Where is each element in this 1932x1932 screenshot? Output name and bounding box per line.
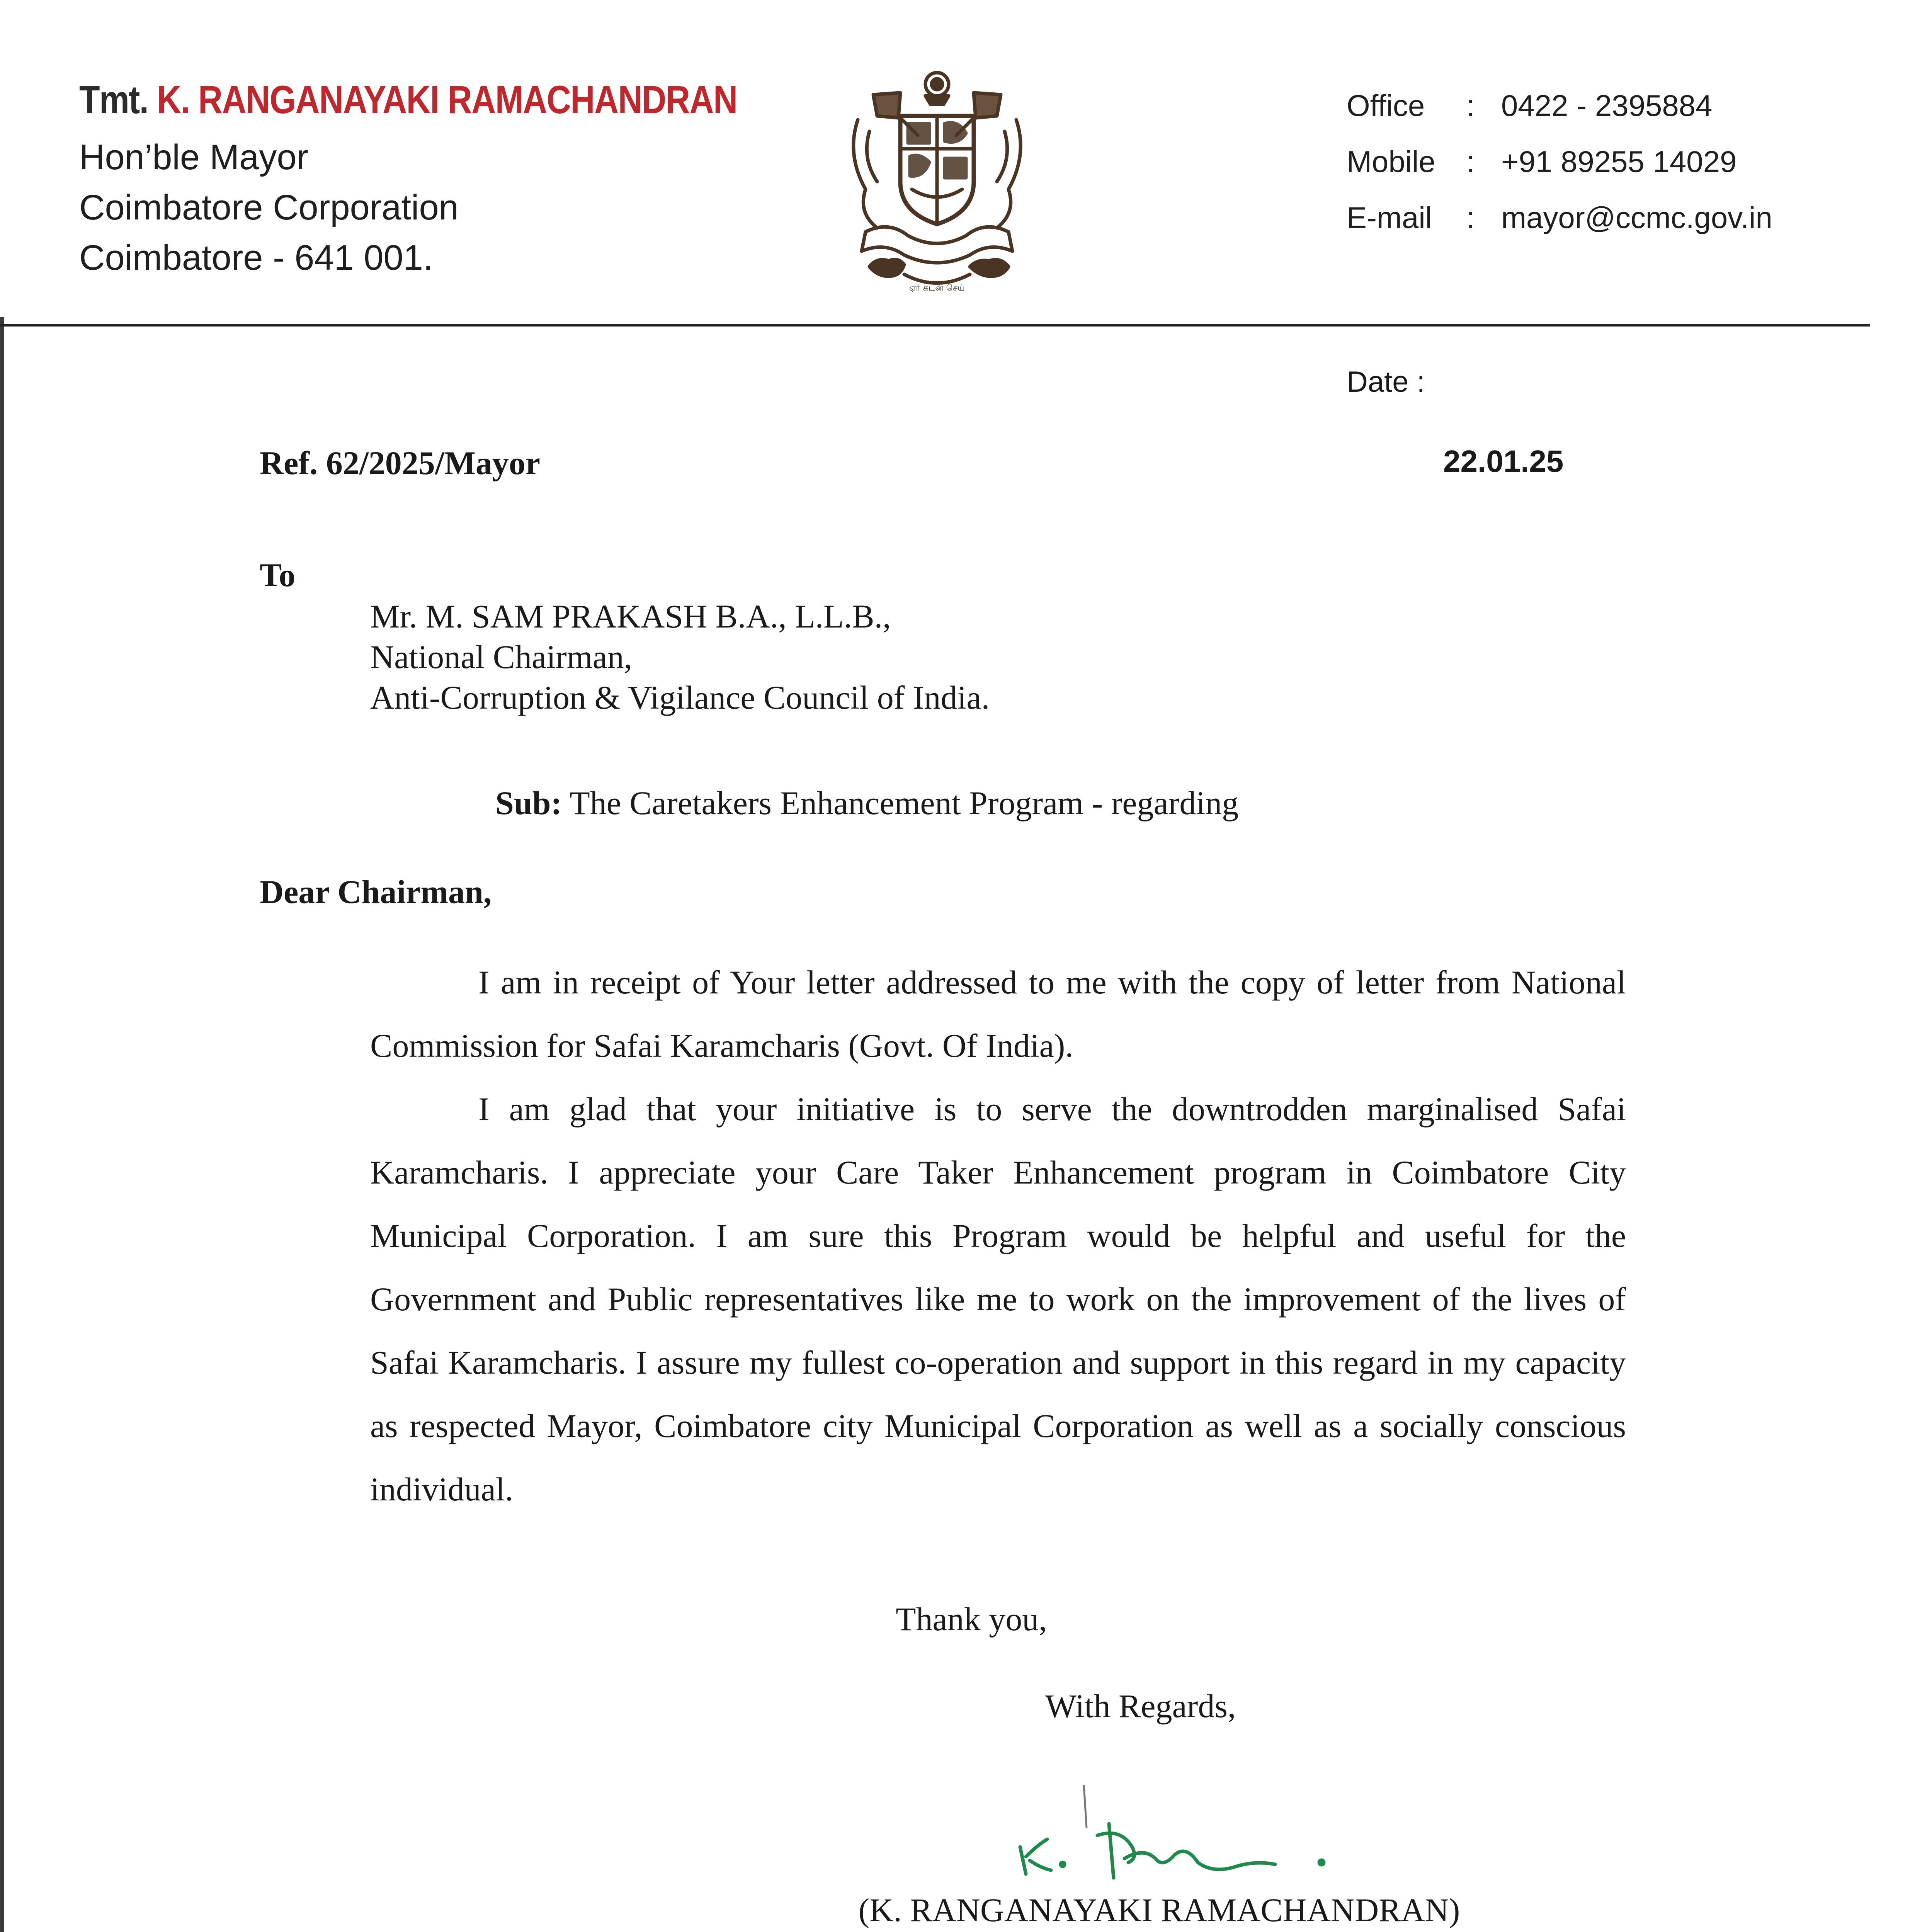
contact-mobile-value: +91 89255 14029 xyxy=(1501,145,1737,179)
contact-email-colon: : xyxy=(1466,201,1475,235)
sender-title-prefix: Tmt. xyxy=(79,78,148,122)
letter-body xyxy=(370,951,1626,1521)
signatory-block xyxy=(831,1888,1488,1932)
contact-office-label: Office xyxy=(1347,88,1425,122)
contact-email-label: E-mail xyxy=(1347,201,1432,235)
coimbatore-corporation-emblem-icon xyxy=(842,66,1066,298)
contact-office-value: 0422 - 2395884 xyxy=(1501,88,1713,122)
closing-regards: With Regards, xyxy=(1045,1687,1236,1725)
scan-edge xyxy=(0,317,4,1932)
sender-designation: Hon’ble Mayor xyxy=(79,138,309,177)
closing-thanks: Thank you, xyxy=(896,1600,1047,1638)
reference-number: Ref. 62/2025/Mayor xyxy=(260,444,541,481)
signatory-name: (K. RANGANAYAKI RAMACHANDRAN) xyxy=(858,1891,1460,1929)
sender-name-text: K. RANGANAYAKI RAMACHANDRAN xyxy=(156,78,737,122)
body-paragraph-1: I am in receipt of Your letter addressed to me with the copy of letter from National Commission for Safai Karamcharis (Govt. Of India). xyxy=(370,964,1626,1064)
date-label: Date : xyxy=(1347,366,1425,398)
contact-office-colon: : xyxy=(1466,88,1475,122)
contact-mobile-label: Mobile xyxy=(1347,145,1435,179)
subject-line xyxy=(495,784,1238,822)
body-paragraph-2: I am glad that your initiative is to serve the downtrodden marginalised Safai Karamcharis. I appreciate your Care Taker Enhancement program in Coimbatore City Municipal Corporation. I am sure this Program would be helpful and useful for the Government and Public representatives like me to work on the improvement of the lives of Safai Karamcharis. I assure my fullest co-operation and support in this regard in my capacity as respected Mayor, Coimbatore city Municipal Corporation as well as a socially conscious individual. xyxy=(370,1090,1626,1508)
recipient-name: Mr. M. SAM PRAKASH B.A., L.L.B., xyxy=(370,598,891,635)
to-label: To xyxy=(260,556,296,594)
contact-email-value: mayor@ccmc.gov.in xyxy=(1501,201,1772,235)
sender-organization: Coimbatore Corporation xyxy=(79,188,459,227)
sender-name xyxy=(79,77,737,122)
subject-text: The Caretakers Enhancement Program - regarding xyxy=(562,784,1239,821)
recipient-title: National Chairman, xyxy=(370,638,633,675)
contact-mobile-colon: : xyxy=(1466,145,1475,179)
subject-label: Sub: xyxy=(495,784,562,821)
emblem-motto: ஏர் கடன் செய் xyxy=(909,283,965,293)
letterhead-divider xyxy=(0,324,1870,327)
salutation: Dear Chairman, xyxy=(260,873,492,910)
recipient-organization: Anti-Corruption & Vigilance Council of India. xyxy=(370,679,990,716)
letter-date: 22.01.25 xyxy=(1443,444,1564,478)
sender-city: Coimbatore - 641 001. xyxy=(79,238,433,277)
handwritten-signature-icon xyxy=(1005,1781,1333,1889)
